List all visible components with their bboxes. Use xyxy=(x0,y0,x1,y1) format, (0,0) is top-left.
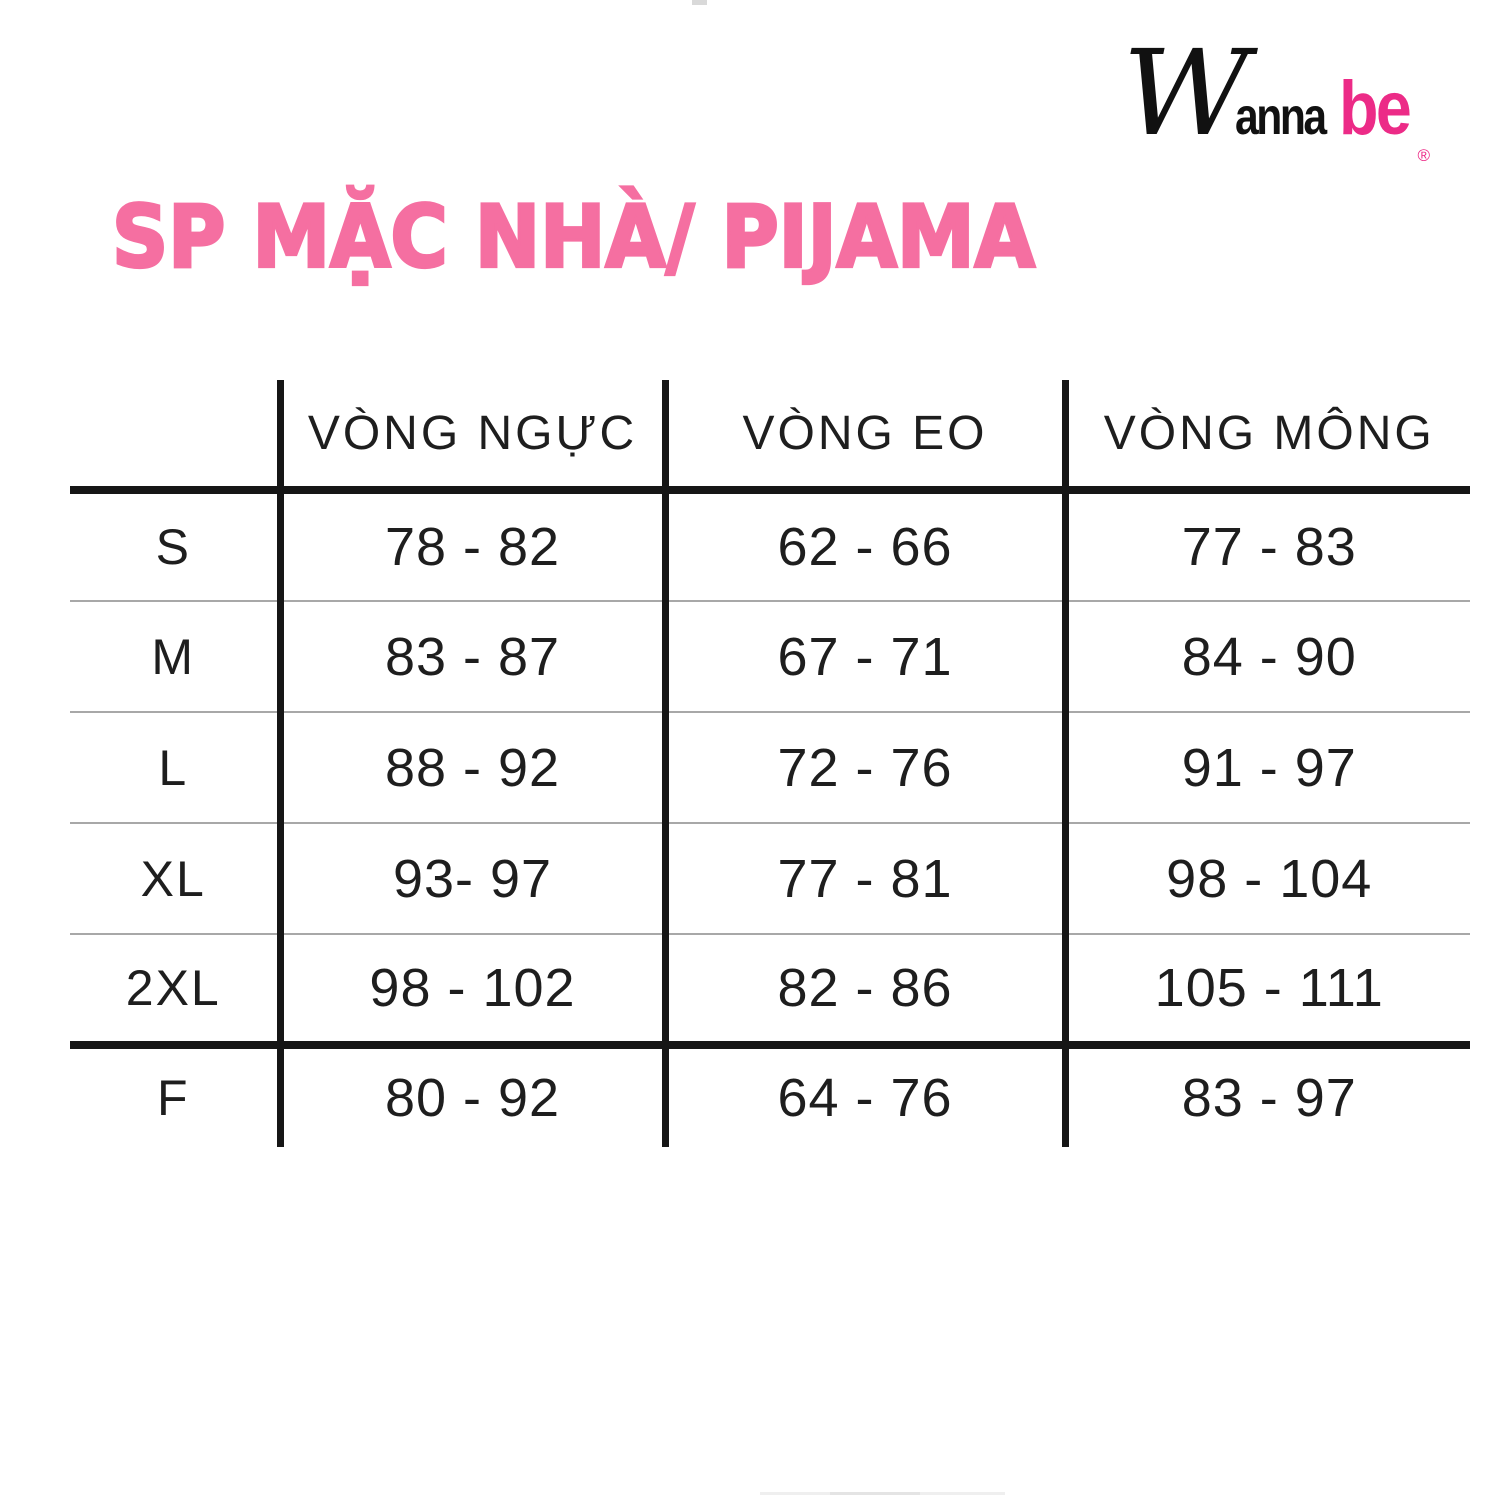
waist-value: 72 - 76 xyxy=(665,712,1065,823)
table-header-row xyxy=(70,380,1470,490)
logo-text-black: anna xyxy=(1235,88,1326,146)
hips-value: 91 - 97 xyxy=(1065,712,1470,823)
hips-value: 98 - 104 xyxy=(1065,823,1470,934)
table-row-l xyxy=(70,712,1470,823)
header-size-blank xyxy=(70,380,280,490)
header-chest: VÒNG NGỰC xyxy=(280,380,665,490)
hips-value: 105 - 111 xyxy=(1065,934,1470,1045)
size-chart-table xyxy=(70,380,1470,1147)
logo-script-w: W xyxy=(1122,24,1244,162)
size-label: XL xyxy=(140,850,206,907)
waist-value: 67 - 71 xyxy=(665,601,1065,712)
size-label: F xyxy=(156,1070,190,1126)
brand-logo xyxy=(1122,24,1430,165)
bottom-edge-artifact xyxy=(760,1492,1005,1495)
table-row-2xl xyxy=(70,934,1470,1045)
hips-value: 84 - 90 xyxy=(1065,601,1470,712)
header-hips: VÒNG MÔNG xyxy=(1065,380,1470,490)
top-edge-artifact xyxy=(692,0,707,5)
chest-value: 78 - 82 xyxy=(280,490,665,601)
chest-value: 93- 97 xyxy=(280,823,665,934)
size-label: M xyxy=(151,628,196,685)
size-label: S xyxy=(155,519,191,575)
size-label: 2XL xyxy=(125,960,221,1016)
registered-trademark-icon: ® xyxy=(1417,146,1430,165)
size-label: L xyxy=(158,739,189,796)
chest-value: 88 - 92 xyxy=(280,712,665,823)
chest-value: 80 - 92 xyxy=(280,1045,665,1147)
waist-value: 77 - 81 xyxy=(665,823,1065,934)
chest-value: 83 - 87 xyxy=(280,601,665,712)
header-waist: VÒNG EO xyxy=(665,380,1065,490)
hips-value: 77 - 83 xyxy=(1065,490,1470,601)
hips-value: 83 - 97 xyxy=(1065,1045,1470,1147)
waist-value: 82 - 86 xyxy=(665,934,1065,1045)
logo-text-pink: be xyxy=(1338,66,1410,151)
table-row-m xyxy=(70,601,1470,712)
table-row-xl xyxy=(70,823,1470,934)
table-row-f xyxy=(70,1045,1470,1147)
waist-value: 64 - 76 xyxy=(665,1045,1065,1147)
chest-value: 98 - 102 xyxy=(280,934,665,1045)
table-row-s xyxy=(70,490,1470,601)
page-title: SP MẶC NHÀ/ PIJAMA xyxy=(112,188,1036,288)
waist-value: 62 - 66 xyxy=(665,490,1065,601)
